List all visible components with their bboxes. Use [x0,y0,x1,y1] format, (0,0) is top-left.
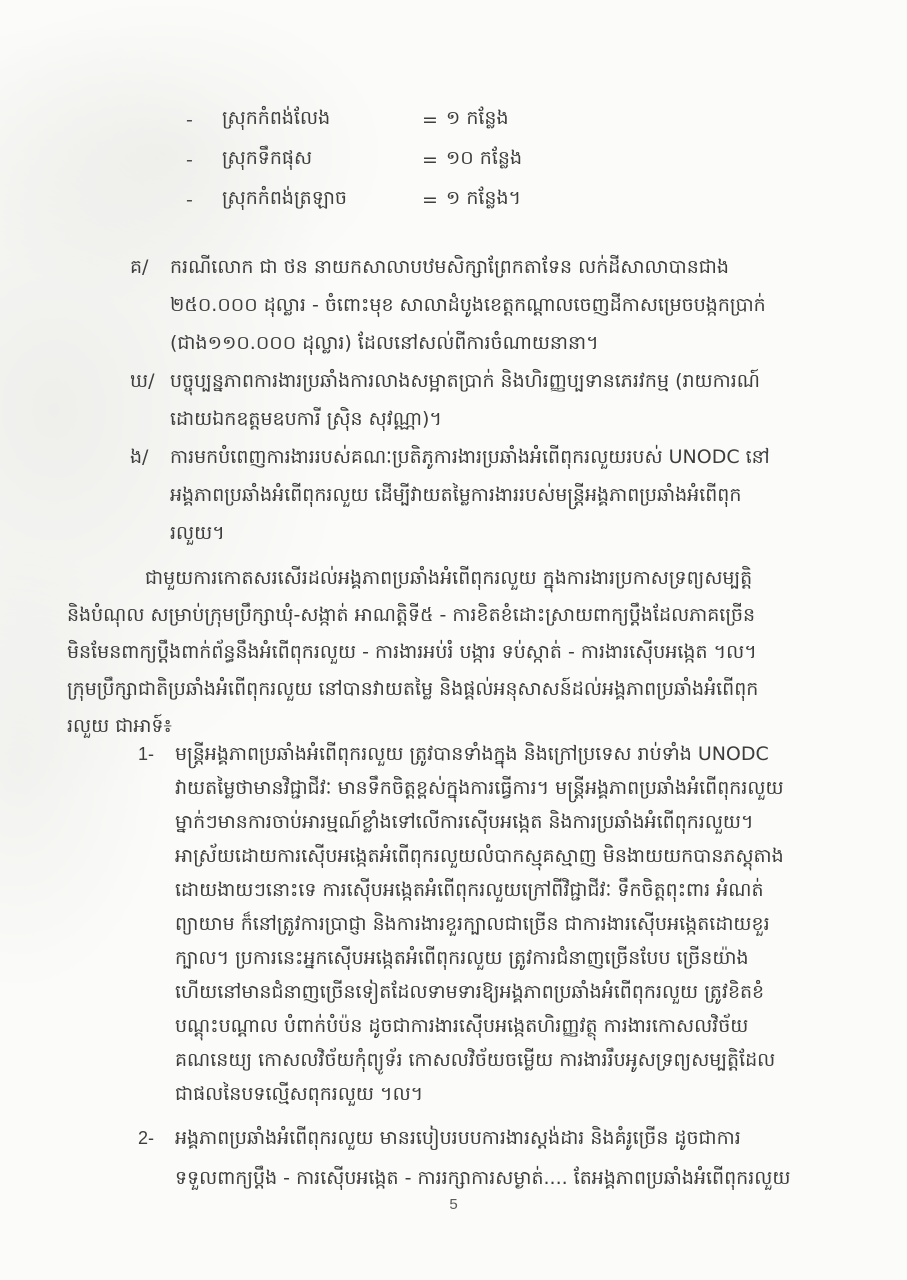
text-line: មន្ត្រីអង្គភាពប្រឆាំងអំពើពុករលួយ ត្រូវបានទាំងក្នុង និងក្រៅប្រទេស រាប់ទាំង UNODC [175,743,769,765]
text-line: ករណីលោក ជា ថន នាយកសាលាបឋមសិក្សាព្រែកតាទែន លក់ដីសាលាបានជាង [170,256,729,278]
equals-sign: = [422,109,438,131]
dash-bullet: - [186,189,193,211]
text-line: អង្គភាពប្រឆាំងអំពើពុករលួយ មានរបៀបរបបការងារស្តង់ដារ និងគំរូច្រើន ដូចជាការ [175,1127,741,1149]
numbered-observations [138,737,863,1198]
equals-sign: = [422,189,438,211]
item-body [175,737,863,1111]
text-line: មិនមែនពាក្យប្តឹងពាក់ព័ន្ធនឹងអំពើពុករលួយ - ការងារអប់រំ បង្ការ ទប់ស្កាត់ - ការងារស៊ើបអង្កេត ។ល។ [67,641,757,663]
section-kho [130,362,872,438]
count-value: ១ កន្លែង [445,107,509,129]
section-body [170,362,872,438]
text-line: ជាមួយការកោតសរសើរដល់អង្គភាពប្រឆាំងអំពើពុករលួយ ក្នុងការងារប្រកាសទ្រព្យសម្បត្តិ [145,567,753,589]
list-item [186,180,656,220]
count-value: ១ កន្លែង។ [445,187,522,209]
text-line: វាយតម្លៃថាមានវិជ្ជាជីវៈ មានទឹកចិត្តខ្ពស់ក្នុងការធ្វើការ។ មន្ត្រីអង្គភាពប្រឆាំងអំពើពុករលួយ [175,777,784,799]
district-name: ស្រុកទឹកផុស [222,147,313,169]
text-line: អង្គភាពប្រឆាំងអំពើពុករលួយ ដើម្បីវាយតម្លៃការងាររបស់មន្ត្រីអង្គភាពប្រឆាំងអំពើពុក [170,484,742,506]
text-line: ក្រុមប្រឹក្សាជាតិប្រឆាំងអំពើពុករលួយ នៅបានវាយតម្លៃ និងផ្តល់អនុសាសន៍ដល់អង្គភាពប្រឆាំងអំពើពុក [67,678,759,700]
text-line: និងបំណុល សម្រាប់ក្រុមប្រឹក្សាឃុំ-សង្កាត់ អាណត្តិទី៥ - ការខិតខំដោះស្រាយពាក្យប្តឹងដែលភាគច្រើន [67,604,756,626]
text-line: ព្យាយាម ក៏នៅត្រូវការប្រាជ្ញា និងការងារខួរក្បាលជាច្រើន ជាការងារស៊ើបអង្កេតដោយខួរ [175,913,770,935]
count-value: ១០ កន្លែង [445,147,523,169]
item-number: 2- [138,1128,155,1148]
text-line: ដោយងាយៗនោះទេ ការស៊ើបអង្កេតអំពើពុករលួយក្រៅពីវិជ្ជាជីវៈ ទឹកចិត្តពុះពារ អំណត់ [175,879,764,901]
text-line: អាស្រ័យដោយការស៊ើបអង្កេតអំពើពុករលួយលំបាកស្មុគស្មាញ មិនងាយយកបានភស្តុតាង [175,845,784,867]
item-number: 1- [138,744,155,764]
district-name: ស្រុកកំពង់ត្រឡាច [222,187,347,209]
text-line: ម្នាក់ៗមានការចាប់អារម្មណ៍ខ្លាំងទៅលើការស៊ើបអង្កេត និងការប្រឆាំងអំពើពុករលួយ។ [175,811,754,833]
text-line: (ជាង១១០.០០០ ដុល្លារ) ដែលនៅសល់ពីការចំណាយនានា។ [170,332,599,354]
lettered-sections [130,248,872,552]
section-label: ឃ/ [130,370,155,392]
list-item [186,100,656,140]
page-number: 5 [449,1196,458,1213]
dash-bullet: - [186,109,193,131]
text-line: គណនេយ្យ កោសលវិច័យកុំព្យូទ័រ កោសលវិច័យចម្លើយ ការងាររឹបអូសទ្រព្យសម្បត្តិដែល [175,1049,776,1071]
text-line: បច្ចុប្បន្នភាពការងារប្រឆាំងការលាងសម្អាតប្រាក់ និងហិរញ្ញប្បទានភេរវកម្ម (រាយការណ៍ [170,370,760,392]
text-line: ក្បាល។ ប្រការនេះអ្នកស៊ើបអង្កេតអំពើពុករលួយ ត្រូវការជំនាញច្រើនបែប ច្រើនយ៉ាង [175,947,749,969]
section-body [170,248,872,362]
text-line: ដោយឯកឧត្តមឧបការី ស្រ៊ិន សុវណ្ណា)។ [170,408,442,430]
list-item [186,140,656,180]
equals-sign: = [422,149,438,171]
text-line: រលួយ ជាអាទ៍៖ [67,715,172,737]
item-body [175,1118,863,1198]
text-line: បណ្តុះបណ្តាល បំពាក់បំប៉ន ដូចជាការងារស៊ើបអង្កេតហិរញ្ញវត្ថុ ការងារកោសលវិច័យ [175,1015,749,1037]
text-line: ហើយនៅមានជំនាញច្រើនទៀតដែលទាមទារឱ្យអង្គភាពប្រឆាំងអំពើពុករលួយ ត្រូវខិតខំ [175,981,765,1003]
text-line: រលួយ។ [170,522,225,544]
text-line: ជាផលនៃបទល្មើសពុករលួយ ។ល។ [175,1083,424,1105]
section-ngo [130,438,872,552]
text-line: ទទួលពាក្យប្តឹង - ការស៊ើបអង្កេត - ការរក្សាការសម្ងាត់.... តែអង្គភាពប្រឆាំងអំពើពុករលួយ [175,1167,791,1189]
numbered-item [138,1118,863,1198]
text-line: ២៥០.០០០ ដុល្លារ - ចំពោះមុខ សាលាដំបូងខេត្តកណ្តាលចេញដីកាសម្រេចបង្កកប្រាក់ [170,294,766,316]
district-name: ស្រុកកំពង់លែង [222,107,331,129]
numbered-item [138,737,863,1111]
dash-bullet: - [186,149,193,171]
text-line: ការមកបំពេញការងាររបស់គណៈប្រតិភូការងារប្រឆាំងអំពើពុករលួយរបស់ UNODC នៅ [170,446,770,468]
section-body [170,438,872,552]
section-label: គ/ [130,256,149,278]
summary-paragraph [67,560,867,745]
district-count-list [186,100,656,220]
section-ko [130,248,872,362]
section-label: ង/ [130,446,149,468]
